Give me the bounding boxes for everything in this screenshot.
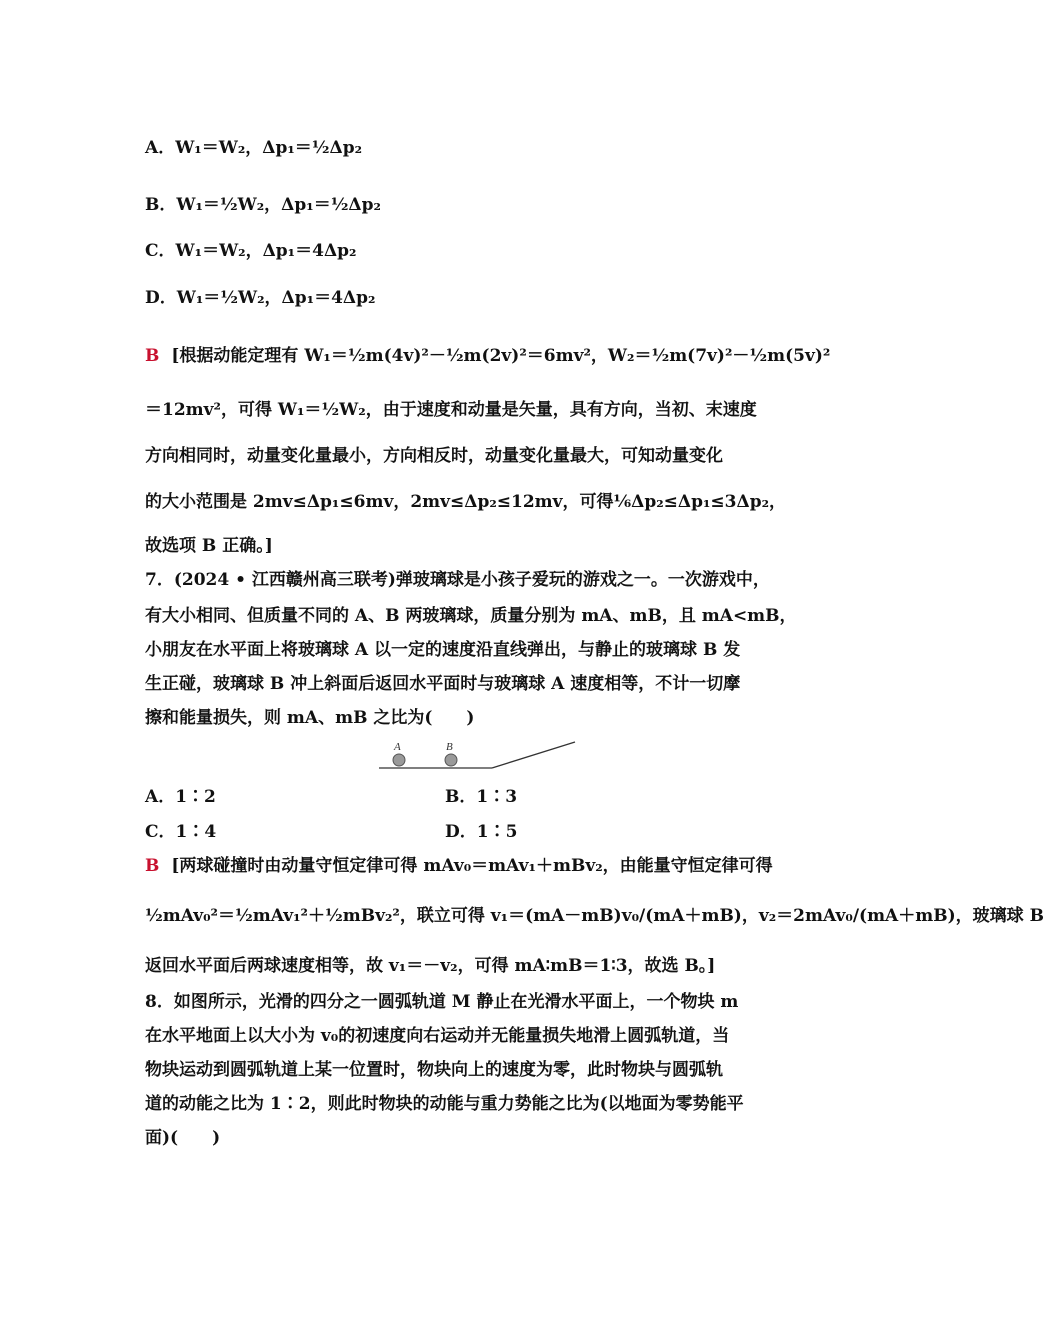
q8-stem-line-3: 物块运动到圆弧轨道上某一位置时，物块向上的速度为零，此时物块与圆弧轨 xyxy=(145,1060,723,1080)
q6-option-a: A．W₁＝W₂，Δp₁＝½Δp₂ xyxy=(145,138,363,158)
q6-option-b: B．W₁＝½W₂，Δp₁＝½Δp₂ xyxy=(145,195,381,215)
q7-answer-text-1: [两球碰撞时由动量守恒定律可得 mAv₀＝mAv₁＋mBv₂，由能量守恒定律可得 xyxy=(171,856,773,876)
q6-answer-line-5: 故选项 B 正确。] xyxy=(145,536,273,556)
q7-stem-line-4: 生正碰，玻璃球 B 冲上斜面后返回水平面时与玻璃球 A 速度相等，不计一切摩 xyxy=(145,674,741,694)
q6-answer-letter: B xyxy=(145,346,160,366)
incline-line xyxy=(492,742,575,768)
q7-answer-line-3: 返回水平面后两球速度相等，故 v₁＝－v₂，可得 mA∶mB＝1∶3，故选 B。] xyxy=(145,956,716,976)
q8-stem-line-2: 在水平地面上以大小为 v₀的初速度向右运动并无能量损失地滑上圆弧轨道，当 xyxy=(145,1026,730,1046)
q7-stem-line-2: 有大小相同、但质量不同的 A、B 两玻璃球，质量分别为 mA、mB，且 mA<mB， xyxy=(145,606,797,626)
q6-answer-line-2: ＝12mv²，可得 W₁＝½W₂，由于速度和动量是矢量，具有方向，当初、末速度 xyxy=(145,400,757,420)
q6-option-c: C．W₁＝W₂，Δp₁＝4Δp₂ xyxy=(145,241,357,261)
q7-option-c: C．1∶4 xyxy=(145,822,217,842)
q6-answer-line-1 xyxy=(145,344,830,368)
ball-b-label: B xyxy=(446,741,453,753)
q7-answer-line-1 xyxy=(145,854,773,878)
q8-stem-line-4: 道的动能之比为 1∶2，则此时物块的动能与重力势能之比为(以地面为零势能平 xyxy=(145,1094,744,1114)
q7-option-a: A．1∶2 xyxy=(145,787,216,807)
q7-figure xyxy=(377,740,577,776)
q7-stem-line-5: 擦和能量损失，则 mA、mB 之比为( ) xyxy=(145,708,475,728)
q8-stem-line-1: 8．如图所示，光滑的四分之一圆弧轨道 M 静止在光滑水平面上，一个物块 m xyxy=(145,992,739,1012)
q6-option-d: D．W₁＝½W₂，Δp₁＝4Δp₂ xyxy=(145,288,376,308)
q7-stem-line-1: 7．(2024 • 江西赣州高三联考)弹玻璃球是小孩子爱玩的游戏之一。一次游戏中， xyxy=(145,570,770,590)
q7-option-d: D．1∶5 xyxy=(445,822,518,842)
q6-answer-line-4: 的大小范围是 2mv≤Δp₁≤6mv，2mv≤Δp₂≤12mv，可得⅙Δp₂≤Δp₁≤3Δp₂， xyxy=(145,492,787,512)
q6-answer-text-1: [根据动能定理有 W₁＝½m(4v)²－½m(2v)²＝6mv²，W₂＝½m(7v)²－½m(5v)² xyxy=(171,346,831,366)
q8-stem-line-5: 面)( ) xyxy=(145,1128,221,1148)
q6-answer-line-3: 方向相同时，动量变化量最小，方向相反时，动量变化量最大，可知动量变化 xyxy=(145,446,723,466)
q7-option-b: B．1∶3 xyxy=(445,787,518,807)
ball-a-label: A xyxy=(394,741,401,753)
q7-stem-line-3: 小朋友在水平面上将玻璃球 A 以一定的速度沿直线弹出，与静止的玻璃球 B 发 xyxy=(145,640,741,660)
q7-answer-line-2: ½mAv₀²＝½mAv₁²＋½mBv₂²，联立可得 v₁＝(mA－mB)v₀/(mA＋mB)，v₂＝2mAv₀/(mA＋mB)，玻璃球 B xyxy=(145,906,1044,926)
ball-a xyxy=(393,754,405,766)
ball-b xyxy=(445,754,457,766)
q7-answer-letter: B xyxy=(145,856,160,876)
